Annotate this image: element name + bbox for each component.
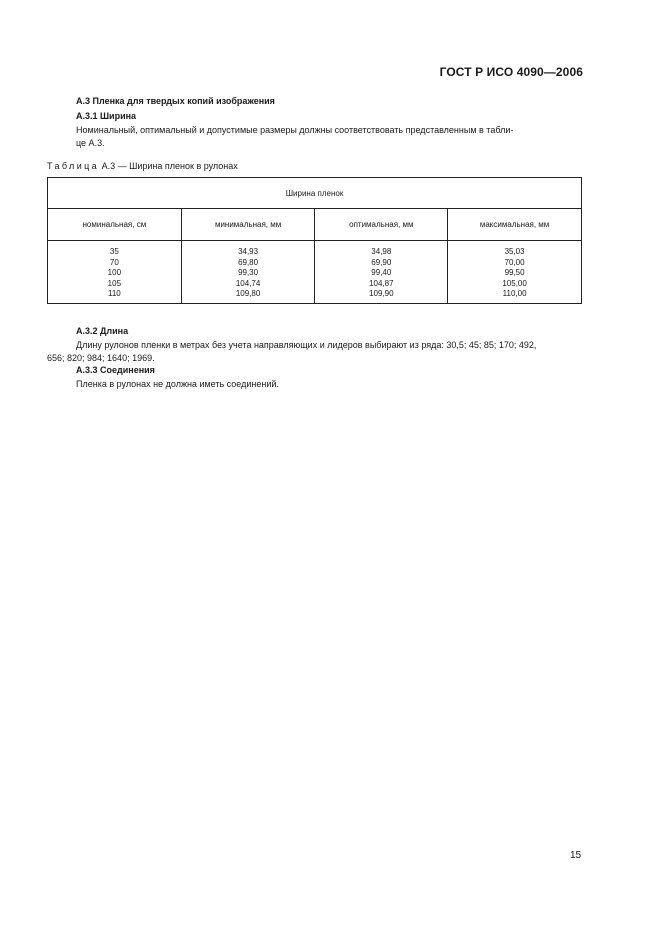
optimal-value: 99,40 <box>371 268 392 277</box>
joints-paragraph: Пленка в рулонах не должна иметь соединений. <box>76 379 279 389</box>
column-header-minimal: минимальная, мм <box>181 209 315 241</box>
table-caption-prefix: Таблица <box>47 161 100 171</box>
nominal-value: 110 <box>107 289 121 298</box>
width-paragraph-line1: Номинальный, оптимальный и допустимые размеры должны соответствовать представленным в табли- <box>76 125 514 135</box>
optimal-values-cell <box>315 241 448 304</box>
maximal-value: 105,00 <box>502 278 527 288</box>
minimal-value: 104,74 <box>235 278 261 288</box>
subsection-length-heading: А.3.2 Длина <box>76 326 129 336</box>
subsection-joints-heading: А.3.3 Соединения <box>76 365 155 375</box>
optimal-value: 34,98 <box>371 247 392 256</box>
optimal-value: 69,90 <box>371 257 392 267</box>
section-heading: А.3 Пленка для твердых копий изображения <box>76 96 275 106</box>
subsection-width-heading: А.3.1 Ширина <box>76 111 137 121</box>
film-width-table <box>47 177 582 304</box>
length-paragraph-line2: 656; 820; 984; 1640; 1969. <box>47 353 155 363</box>
document-header: ГОСТ Р ИСО 4090—2006 <box>439 65 583 79</box>
nominal-value: 70 <box>109 257 119 267</box>
optimal-value: 109,90 <box>369 289 394 298</box>
maximal-value: 70,00 <box>504 257 525 267</box>
minimal-value: 109,80 <box>235 289 261 298</box>
maximal-values-cell <box>448 241 582 304</box>
minimal-value: 99,30 <box>238 268 259 277</box>
page-number: 15 <box>570 850 582 861</box>
nominal-values-cell <box>48 241 182 304</box>
length-paragraph-line1: Длину рулонов пленки в метрах без учета направляющих и лидеров выбирают из ряда: 30,5; 45; 85; 170; 492, <box>76 340 537 350</box>
column-header-maximal: максимальная, мм <box>448 209 582 241</box>
nominal-value: 35 <box>109 247 119 256</box>
maximal-value: 110,00 <box>502 289 527 298</box>
optimal-value: 104,87 <box>369 278 394 288</box>
table-group-header: Ширина пленок <box>48 178 582 209</box>
maximal-value: 99,50 <box>504 268 525 277</box>
width-paragraph-line2: це А.3. <box>76 138 105 148</box>
table-caption-text: А.3 — Ширина пленок в рулонах <box>101 161 238 171</box>
nominal-value: 100 <box>107 268 122 277</box>
maximal-value: 35,03 <box>504 247 525 256</box>
nominal-value: 105 <box>107 278 122 288</box>
table-caption <box>47 160 238 173</box>
minimal-values-cell <box>181 241 315 304</box>
minimal-value: 69,80 <box>238 257 259 267</box>
column-header-nominal: номинальная, см <box>48 209 182 241</box>
column-header-optimal: оптимальная, мм <box>315 209 448 241</box>
minimal-value: 34,93 <box>238 247 259 256</box>
